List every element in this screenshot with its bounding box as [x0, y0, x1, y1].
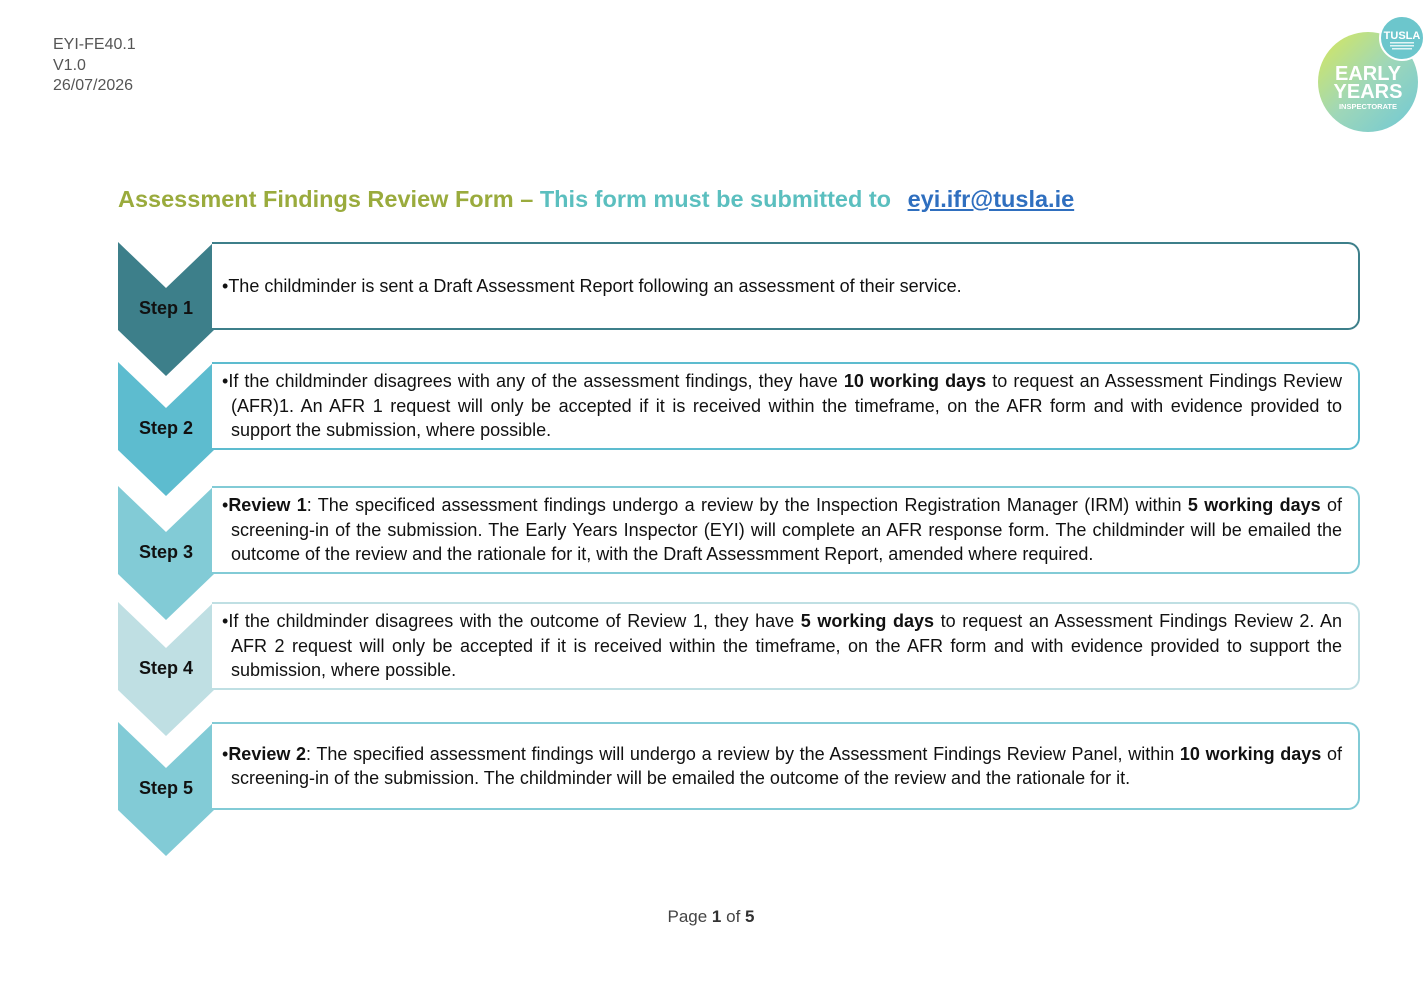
- step-5-text: [222, 742, 1342, 791]
- step-4-text: [222, 609, 1342, 683]
- body-text: If the childminder disagrees with the outcome of Review 1, they have: [228, 611, 801, 632]
- document-code: EYI-FE40.1: [53, 36, 136, 53]
- step-3-label: Step 3: [138, 542, 194, 562]
- step-1-description: [212, 242, 1360, 330]
- total-pages: 5: [745, 907, 755, 926]
- step-4-label: Step 4: [138, 658, 194, 678]
- body-text: to request an Assessment Findings Review 2. An AFR 2 request will only be accepted if it is received within the timeframe, on the AFR form and with evidence provided to support the submission, where possible.: [231, 611, 1342, 681]
- submission-email-link[interactable]: eyi.ifr@tusla.ie: [907, 186, 1075, 212]
- step-2-description: [212, 362, 1360, 450]
- step-5-description: [212, 722, 1360, 810]
- emphasis-text: 10 working days: [1179, 743, 1322, 764]
- emphasis-text: 5 working days: [800, 611, 935, 632]
- logo-line3: INSPECTORATE: [1338, 102, 1398, 111]
- body-text: : The specified assessment findings will undergo a review by the Assessment Findings Review Panel, within: [306, 743, 1180, 764]
- document-version: V1.0: [53, 56, 86, 74]
- emphasis-text: 5 working days: [1187, 495, 1321, 516]
- body-text: of screening-in of the submission. The Early Years Inspector (EYI) will complete an AFR response form. The childminder will be emailed the outcome of the review and the rationale for it, with the Draft Assessmment Report, amended where required.: [231, 495, 1343, 565]
- bullet: •: [222, 743, 229, 764]
- body-text: : The specificed assessment findings undergo a review by the Inspection Registration Manager (IRM) within: [306, 495, 1188, 516]
- body-text: of screening-in of the submission. The childminder will be emailed the outcome of the review and the rationale for it.: [231, 743, 1342, 788]
- body-text: The childminder is sent a Draft Assessment Report following an assessment of their service.: [228, 275, 962, 296]
- step-1-label: Step 1: [138, 298, 194, 318]
- body-text: If the childminder disagrees with any of the assessment findings, they have: [228, 371, 844, 392]
- bullet: •: [222, 611, 229, 632]
- early-years-inspectorate-logo: [1316, 14, 1424, 134]
- logo-line2: YEARS: [1333, 81, 1403, 103]
- step-2-label: Step 2: [138, 418, 194, 438]
- step-4-description: [212, 602, 1360, 690]
- bullet: •: [222, 371, 229, 392]
- form-subtitle: This form must be submitted to: [539, 186, 892, 212]
- form-title: Assessment Findings Review Form –: [118, 186, 534, 212]
- emphasis-text: Review 2: [228, 743, 307, 764]
- of-word: of: [726, 907, 741, 926]
- current-page: 1: [711, 907, 722, 926]
- emphasis-text: 10 working days: [843, 371, 987, 392]
- step-1-text: [222, 274, 962, 299]
- document-meta: [53, 35, 136, 97]
- step-2-text: [222, 369, 1342, 443]
- page-title: [118, 186, 1074, 213]
- emphasis-text: Review 1: [228, 495, 307, 516]
- step-3-description: [212, 486, 1360, 574]
- step-5-label: Step 5: [138, 778, 194, 798]
- page-word: Page: [667, 907, 708, 926]
- document-date: 26/07/2026: [53, 77, 134, 94]
- page-footer: [0, 907, 1422, 927]
- step-3-text: [222, 493, 1342, 567]
- logo-brand: TUSLA: [1383, 30, 1421, 42]
- bullet: •: [222, 495, 229, 516]
- logo-line1: EARLY: [1335, 63, 1401, 85]
- bullet: •: [222, 275, 229, 296]
- body-text: to request an Assessment Findings Review (AFR)1. An AFR 1 request will only be accepted if it is received within the timeframe, on the AFR form and with evidence provided to support the submission, where possible.: [231, 371, 1343, 441]
